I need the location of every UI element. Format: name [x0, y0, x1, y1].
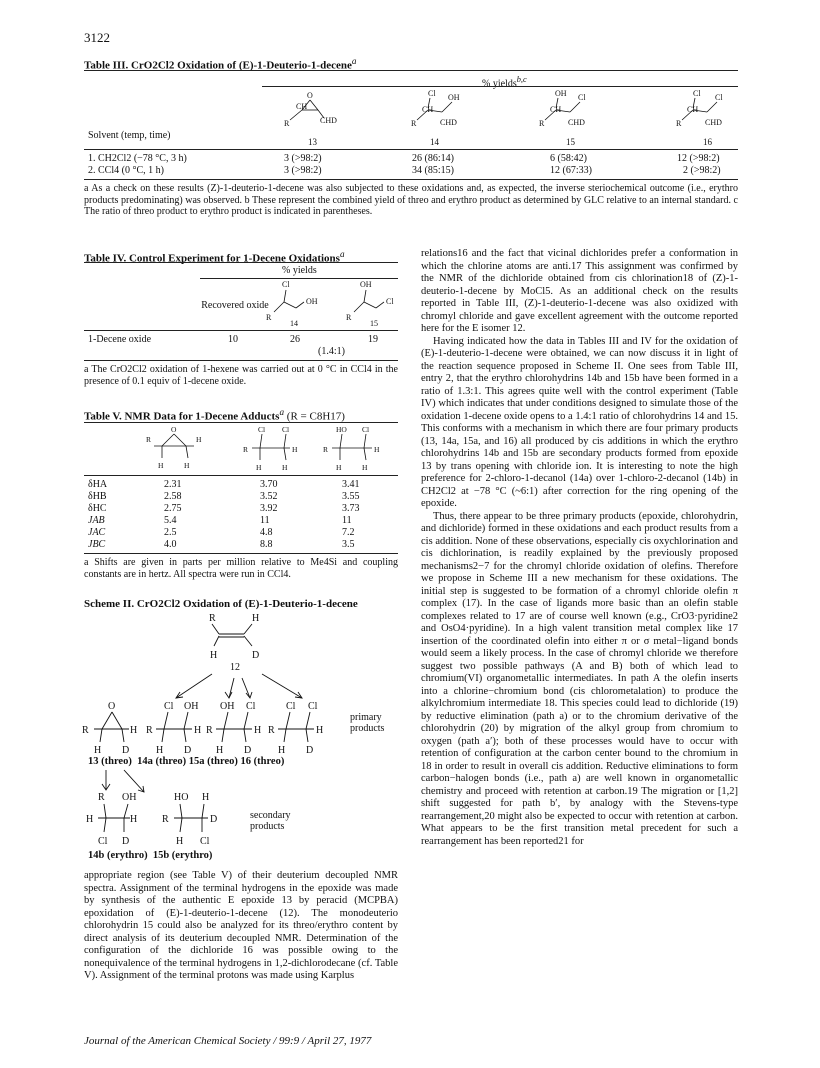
right-column-text	[421, 248, 738, 848]
table5-label-dHA: δHA	[88, 479, 108, 490]
table5-v-dichloride: 3.92	[260, 503, 278, 514]
svg-text:Cl: Cl	[693, 89, 701, 98]
svg-text:R: R	[206, 725, 213, 736]
table4-compound-15: 15	[370, 319, 378, 328]
dichloride-newman	[243, 425, 298, 472]
table4-ratio: (1.4:1)	[318, 346, 345, 357]
table5-v-dichloride: 3.52	[260, 491, 278, 502]
table3-row2-v13: 3 (>98:2)	[284, 165, 322, 176]
svg-text:D: D	[210, 814, 218, 825]
svg-text:R: R	[284, 119, 290, 128]
table3-caption: Table III. CrO2Cl2 Oxidation of (E)-1-Deuterio-1-decene$^a$	[84, 56, 357, 72]
svg-text:Cl: Cl	[282, 425, 290, 434]
svg-text:D: D	[184, 745, 192, 756]
svg-text:H: H	[196, 435, 202, 444]
svg-text:D: D	[306, 745, 314, 756]
svg-text:H: H	[86, 814, 94, 825]
svg-text:H: H	[130, 814, 138, 825]
svg-text:H: H	[176, 836, 184, 847]
table5-label-JAC: JAC	[88, 527, 106, 538]
svg-text:R: R	[243, 445, 249, 454]
table4-structures	[260, 280, 400, 322]
table3-compound-16: 16	[703, 137, 712, 147]
svg-text:OH: OH	[306, 297, 318, 306]
svg-text:CHD: CHD	[705, 118, 722, 127]
structure-14	[411, 89, 460, 128]
primary-14a	[146, 701, 201, 756]
svg-text:Cl: Cl	[246, 701, 256, 712]
svg-text:CH: CH	[687, 105, 699, 114]
svg-text:R: R	[266, 313, 272, 322]
table4-row-label: 1-Decene oxide	[88, 334, 152, 345]
table5-v-epoxide: 2.5	[164, 527, 177, 538]
table5-v-epoxide: 2.31	[164, 479, 182, 490]
svg-text:OH: OH	[448, 93, 460, 102]
svg-text:OH: OH	[184, 701, 199, 712]
svg-text:Cl: Cl	[362, 425, 370, 434]
scheme2-secondary-names: 14b (erythro) 15b (erythro)	[88, 850, 213, 861]
svg-text:H: H	[216, 745, 224, 756]
secondary-14b	[86, 792, 137, 847]
table4-v-14: 26	[290, 334, 300, 345]
svg-text:OH: OH	[555, 89, 567, 98]
structure-16	[676, 89, 723, 128]
svg-text:R: R	[539, 119, 545, 128]
svg-text:Cl: Cl	[282, 280, 290, 289]
table5-v-dichloride: 4.8	[260, 527, 273, 538]
table5-v-epoxide: 5.4	[164, 515, 177, 526]
table3-compound-13: 13	[308, 137, 317, 147]
svg-text:O: O	[307, 91, 313, 100]
svg-text:OH: OH	[360, 280, 372, 289]
svg-text:R: R	[411, 119, 417, 128]
svg-text:Cl: Cl	[386, 297, 394, 306]
paragraph: appropriate region (see Table V) of their deuterium decoupled NMR spectra. Assignment of the terminal hydrogens in the epoxide was made by synthesis of the authentic E epoxide 13 by peracid (MCPBA) epoxidation of (E)-1-deuterio-1-decene (12). The monodeuterio chlorohydrin 15 could also be analyzed for its threo/erythro content by direct analysis of its deuterium decoupled NMR. Determination of the configuration of the dichloride 16 was possible owing to the nonequivalence of the terminal hydrogens in 1,2-dichlorodecane (cf. Table V). Assignment of the terminal protons was made using Karplus	[84, 870, 398, 981]
table3-solvent-header: Solvent (temp, time)	[88, 130, 171, 141]
table5-label-dHB: δHB	[88, 491, 107, 502]
table5-footnote: a Shifts are given in parts per million relative to Me4Si and coupling constants are in hertz. All spectra were run in CCl4.	[84, 557, 398, 580]
table5-v-dichloride: 3.70	[260, 479, 278, 490]
table5-v-dichloride: 8.8	[260, 539, 273, 550]
svg-text:H: H	[336, 463, 342, 472]
svg-text:HO: HO	[336, 425, 347, 434]
table5-label-dHC: δHC	[88, 503, 107, 514]
svg-text:R: R	[146, 435, 152, 444]
table4-footnote: a The CrO2Cl2 oxidation of 1-hexene was carried out at 0 °C in CCl4 in the presence of 0.1 equiv of 1-decene oxide.	[84, 364, 398, 387]
svg-text:Cl: Cl	[98, 836, 108, 847]
table5-v-chlorohydrin: 3.55	[342, 491, 360, 502]
svg-text:H: H	[292, 445, 298, 454]
table5-v-chlorohydrin: 3.73	[342, 503, 360, 514]
svg-text:CHD: CHD	[440, 118, 457, 127]
table5-v-chlorohydrin: 7.2	[342, 527, 355, 538]
svg-text:R: R	[98, 792, 105, 803]
svg-text:H: H	[282, 463, 288, 472]
svg-text:R: R	[162, 814, 169, 825]
svg-text:Cl: Cl	[258, 425, 266, 434]
table3-row2-solvent: 2. CCl4 (0 °C, 1 h)	[88, 165, 164, 176]
svg-text:CH: CH	[550, 105, 562, 114]
svg-text:OH: OH	[122, 792, 137, 803]
svg-text:CHD: CHD	[320, 116, 337, 125]
table3-row2-v15: 12 (67:33)	[550, 165, 592, 176]
svg-text:D: D	[122, 836, 130, 847]
svg-text:H: H	[94, 745, 102, 756]
svg-text:R: R	[323, 445, 329, 454]
table5-v-epoxide: 4.0	[164, 539, 177, 550]
structure-15	[539, 89, 586, 128]
paragraph: Thus, there appear to be three primary products (epoxide, chlorohydrin, and dichloride) formed in these oxidations and each product results from a cis addition. None of these observations, especially cis oxychlorination and cis dichlorination, is readily explained by the previously proposed mechanisms2−7 for the chromyl chloride oxidation of olefins. Therefore we propose in Scheme III a new mechanism for these oxidations. The initial step is suggested to be formation of a chromyl chloride olefin π complex (17). In the case of ligands more basic than an olefin stable complexes related to 17 are of course well known (e.g., CrO3·pyridine2 and OsO4·pyridine). In a high valent transition metal complex like 17 insertion of the coordinated olefin into either π or σ metal−ligand bonds would seem a likely process. In the case of chromyl chloride we therefore suggest two possible pathways (A and B) both of which lead to chromium(VI) organometallic intermediates. In path A the olefin inserts into a chlorine−chromium bond (cis chlorometalation) to produce the alkylchromium intermediate 18. This species could lead to dichloride (19) by reductive elimination (path a) or to the chromium derivative of the chlorohydrin (20) by migration of the alkyl group from chromium to oxygen (path a′); both of these processes would have to occur with retention of configuration at the carbon center bound to the chromium in 18 in order to result in overall cis addition. Reductive eliminations to form carbon−halogen bonds (i.e., path a) are well known in organometallic chemistry and proceed with retention at carbon.19 The migration or [1,2] shift suggested for path b′, by analogy with the Stevens-type rearrangement,20 might also be expected to occur with retention at carbon. What appears to be the first transition metal precedent for such a rearrangement has been reported21 for	[421, 510, 738, 847]
svg-text:H: H	[130, 725, 138, 736]
svg-text:H: H	[316, 725, 324, 736]
svg-text:OH: OH	[220, 701, 235, 712]
table4-v-oxide: 10	[228, 334, 238, 345]
svg-text:H: H	[184, 461, 190, 470]
table3-row1-v13: 3 (>98:2)	[284, 153, 322, 164]
svg-text:Cl: Cl	[308, 701, 318, 712]
svg-text:O: O	[171, 425, 177, 434]
table3-structures	[262, 88, 738, 138]
paragraph: relations16 and the fact that vicinal dichlorides prefer a conformation in which the chlorine atoms are anti.17 This assignment was confirmed by the NMR of the dichloride obtained from cis chlorination18 of (Z)-1-deuterio-1-decene by MoCl5. As an additional check on the results reported in Table III, (Z)-1-deuterio-1-decene was also oxidized with chromyl chloride and gave excellent agreement with the outcome reported here for the E isomer 12.	[421, 248, 738, 334]
svg-text:D: D	[244, 745, 252, 756]
table3-row2-v14: 34 (85:15)	[412, 165, 454, 176]
page-number: 3122	[84, 30, 110, 45]
svg-text:Cl: Cl	[200, 836, 210, 847]
table5-caption: Table V. NMR Data for 1-Decene Adducts$^a$ (R = C8H17)	[84, 407, 345, 423]
table5-v-chlorohydrin: 11	[342, 515, 352, 526]
table4-compound-14: 14	[290, 319, 298, 328]
table3-row2-v16: 2 (>98:2)	[683, 165, 721, 176]
svg-text:D: D	[252, 650, 260, 661]
structure-13	[284, 91, 337, 128]
svg-text:Cl: Cl	[164, 701, 174, 712]
primary-15a	[206, 701, 261, 756]
table3-row1-v15: 6 (58:42)	[550, 153, 587, 164]
scheme2-primary-label: primary products	[350, 712, 385, 734]
svg-text:D: D	[122, 745, 130, 756]
svg-text:HO: HO	[174, 792, 189, 803]
table3-row1-solvent: 1. CH2Cl2 (−78 °C, 3 h)	[88, 153, 187, 164]
svg-text:CH: CH	[296, 102, 308, 111]
svg-text:H: H	[202, 792, 210, 803]
epoxide-newman	[146, 425, 202, 470]
primary-16	[268, 701, 323, 756]
svg-text:H: H	[362, 463, 368, 472]
scheme2-secondary-label: secondary products	[250, 810, 291, 832]
compound-number-12: 12	[230, 662, 240, 673]
svg-text:H: H	[254, 725, 262, 736]
table5-label-JAB: JAB	[88, 515, 105, 526]
svg-text:R: R	[268, 725, 275, 736]
svg-text:Cl: Cl	[286, 701, 296, 712]
table3-row1-v14: 26 (86:14)	[412, 153, 454, 164]
scheme2-caption: Scheme II. CrO2Cl2 Oxidation of (E)-1-Deuterio-1-decene	[84, 598, 358, 610]
svg-text:H: H	[252, 613, 260, 624]
table3-footnote: a As a check on these results (Z)-1-deuterio-1-decene was also subjected to these oxidations and, as expected, the inverse steriochemical outcome (i.e., erythro products predominating) was observed. b These represent the combined yield of threo and erythro product as determined by GLC relative to an internal standard. c The ratio of threo product to erythro product is indicated in parentheses.	[84, 183, 738, 217]
svg-text:CH: CH	[422, 105, 434, 114]
table3-compound-14: 14	[430, 137, 439, 147]
table4-caption: Table IV. Control Experiment for 1-Decene Oxidations$^a$	[84, 249, 345, 265]
svg-text:H: H	[278, 745, 286, 756]
svg-text:R: R	[676, 119, 682, 128]
svg-text:H: H	[194, 725, 202, 736]
table5-v-epoxide: 2.75	[164, 503, 182, 514]
svg-text:H: H	[158, 461, 164, 470]
table5-label-JBC: JBC	[88, 539, 106, 550]
svg-text:Cl: Cl	[715, 93, 723, 102]
secondary-15b	[162, 792, 217, 847]
table4-v-15: 19	[368, 334, 378, 345]
svg-text:H: H	[156, 745, 164, 756]
table3-compound-15: 15	[566, 137, 575, 147]
table4-yields-header: % yields	[282, 265, 317, 276]
svg-text:Cl: Cl	[578, 93, 586, 102]
table3-row1-v16: 12 (>98:2)	[677, 153, 720, 164]
paragraph: Having indicated how the data in Tables III and IV for the oxidation of (E)-1-deuterio-1-decene were obtained, we can now discuss it in light of the reaction sequence proposed in Scheme II. One sees from Table III, entry 2, that the erythro chlorohydrins 14b and 15b have been formed in a ratio of 1.3:1. This agrees quite well with the control experiment (Table IV) which indicates that under conditions designed to simulate those of the oxidation 1-decene oxide opens to a 1.4:1 ratio of chlorohydrins 14 and 15. This conforms with a mechanism in which there are four primary products (13, 14a, 15a, and 16) all produced by cis additions in which the erythro chlorohydrins 14b and 15b are secondary products formed from epoxide 13 by trans opening with chloride ion. It is interesting to note the high preference for 2-chloro-1-decanol (14a) over 1-chloro-2-decanol (14b) in CH2Cl2 at −78 °C (~6:1) after correction for the ring opening of the epoxide.	[421, 335, 738, 509]
primary-13	[82, 701, 137, 756]
chlorohydrin-newman	[323, 425, 380, 472]
svg-text:R: R	[346, 313, 352, 322]
svg-text:H: H	[256, 463, 262, 472]
svg-text:R: R	[82, 725, 89, 736]
left-column-text	[84, 870, 398, 983]
svg-text:Cl: Cl	[428, 89, 436, 98]
table5-v-chlorohydrin: 3.41	[342, 479, 360, 490]
svg-text:R: R	[209, 613, 216, 624]
olefin-12	[209, 613, 259, 673]
svg-text:H: H	[374, 445, 380, 454]
svg-text:R: R	[146, 725, 153, 736]
svg-text:CHD: CHD	[568, 118, 585, 127]
table3-yields-header: % yields$^{b,c}$	[482, 75, 527, 90]
table5-v-chlorohydrin: 3.5	[342, 539, 355, 550]
table5-v-dichloride: 11	[260, 515, 270, 526]
table4-recovered-header: Recovered oxide	[201, 300, 269, 311]
svg-text:O: O	[108, 701, 116, 712]
journal-footer: Journal of the American Chemical Society / 99:9 / April 27, 1977	[84, 1035, 372, 1047]
table5-structures	[140, 424, 400, 474]
table5-v-epoxide: 2.58	[164, 491, 182, 502]
scheme2-primary-names: 13 (threo) 14a (threo) 15a (threo) 16 (threo)	[88, 756, 285, 767]
svg-text:H: H	[210, 650, 218, 661]
